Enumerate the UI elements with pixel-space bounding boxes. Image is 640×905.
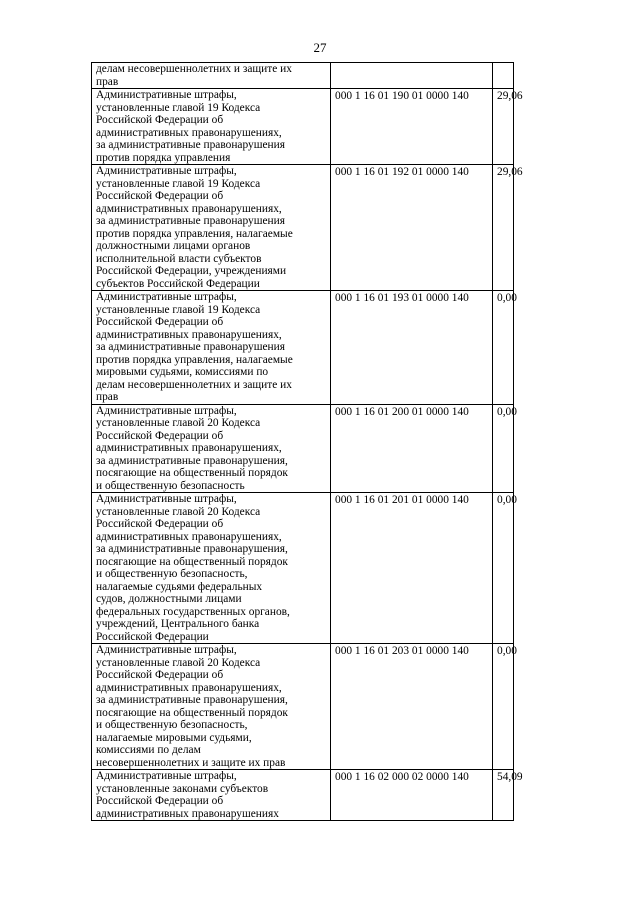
- description-line: несовершеннолетних и защите их прав: [96, 756, 286, 769]
- description-line: Российской Федерации об: [96, 795, 224, 807]
- budget-classification-code: [331, 63, 493, 89]
- description-line: Административные штрафы,: [96, 770, 237, 782]
- description-line: за административные правонарушения: [96, 215, 285, 227]
- description-line: против порядка управления, налагаемые: [96, 353, 293, 366]
- table-row: [92, 165, 514, 291]
- table-row: [92, 644, 514, 770]
- budget-table: [91, 62, 523, 821]
- description-line: комиссиями по делам: [96, 744, 201, 756]
- description-line: установленные законами субъектов: [96, 782, 269, 795]
- description-line: административных правонарушениях,: [96, 126, 282, 139]
- description-line: установленные главой 20 Кодекса: [96, 656, 261, 669]
- description-line: и общественную безопасность,: [96, 568, 248, 580]
- description-line: административных правонарушениях,: [96, 442, 282, 454]
- budget-classification-code: 000 1 16 01 201 01 0000 140: [331, 493, 493, 644]
- budget-classification-code: 000 1 16 01 190 01 0000 140: [331, 89, 493, 165]
- amount-value: 54,09: [493, 770, 514, 821]
- description-line: Российской Федерации, учреждениями: [96, 265, 287, 277]
- table-row: [92, 493, 514, 644]
- description-line: Административные штрафы,: [96, 165, 237, 177]
- table-row: [92, 89, 514, 165]
- description-line: Российской Федерации об: [96, 429, 224, 442]
- table-row: [92, 404, 514, 493]
- description-line: делам несовершеннолетних и защите их: [96, 378, 292, 391]
- amount-value: 0,00: [493, 291, 514, 405]
- row-description: [92, 63, 331, 89]
- row-description: [92, 89, 331, 165]
- description-line: Российской Федерации об: [96, 316, 224, 328]
- description-line: установленные главой 19 Кодекса: [96, 101, 261, 114]
- budget-classification-code: 000 1 16 01 200 01 0000 140: [331, 404, 493, 493]
- row-description: [92, 165, 331, 291]
- description-line: установленные главой 20 Кодекса: [96, 417, 261, 429]
- description-line: за административные правонарушения,: [96, 454, 288, 467]
- description-line: установленные главой 20 Кодекса: [96, 505, 261, 518]
- description-line: за административные правонарушения: [96, 139, 285, 151]
- description-line: административных правонарушениях,: [96, 328, 282, 341]
- description-line: учреждений, Центрального банка: [96, 618, 260, 630]
- budget-classification-code: 000 1 16 01 193 01 0000 140: [331, 291, 493, 405]
- description-line: административных правонарушениях,: [96, 681, 282, 694]
- budget-classification-code: 000 1 16 02 000 02 0000 140: [331, 770, 493, 821]
- table-row: [92, 63, 514, 89]
- amount-value: 29,06: [493, 89, 514, 165]
- description-line: за административные правонарушения: [96, 341, 285, 353]
- description-line: против порядка управления: [96, 151, 231, 164]
- description-line: прав: [96, 75, 119, 88]
- budget-classification-code: 000 1 16 01 192 01 0000 140: [331, 165, 493, 291]
- description-line: посягающие на общественный порядок: [96, 706, 288, 719]
- budget-classification-code: 000 1 16 01 203 01 0000 140: [331, 644, 493, 770]
- page-number: 27: [313, 40, 327, 55]
- description-line: Российской Федерации: [96, 630, 209, 643]
- description-line: Российской Федерации об: [96, 190, 224, 202]
- description-line: Административные штрафы,: [96, 291, 237, 303]
- description-line: должностными лицами органов: [96, 240, 251, 252]
- description-line: Административные штрафы,: [96, 644, 237, 656]
- description-line: установленные главой 19 Кодекса: [96, 303, 261, 316]
- description-line: Российской Федерации об: [96, 669, 224, 681]
- description-line: прав: [96, 391, 119, 403]
- row-description: [92, 770, 331, 821]
- description-line: Административные штрафы,: [96, 404, 237, 417]
- description-line: за административные правонарушения,: [96, 694, 288, 706]
- description-line: делам несовершеннолетних и защите их: [96, 63, 292, 75]
- description-line: судов, должностными лицами: [96, 593, 242, 605]
- table-row: [92, 291, 514, 405]
- row-description: [92, 291, 331, 405]
- description-line: субъектов Российской Федерации: [96, 277, 260, 290]
- row-description: [92, 404, 331, 493]
- description-line: Российской Федерации об: [96, 518, 224, 530]
- description-line: посягающие на общественный порядок: [96, 467, 288, 479]
- description-line: административных правонарушениях,: [96, 530, 282, 543]
- description-line: и общественную безопасность,: [96, 719, 248, 731]
- description-line: административных правонарушениях: [96, 807, 279, 820]
- description-line: налагаемые судьями федеральных: [96, 580, 263, 593]
- description-line: против порядка управления, налагаемые: [96, 227, 293, 240]
- description-line: исполнительной власти субъектов: [96, 252, 262, 265]
- description-line: мировыми судьями, комиссиями по: [96, 366, 269, 378]
- description-line: за административные правонарушения,: [96, 543, 288, 555]
- description-line: налагаемые мировыми судьями,: [96, 731, 252, 744]
- description-line: Административные штрафы,: [96, 89, 237, 101]
- description-line: административных правонарушениях,: [96, 202, 282, 215]
- table-body: [92, 63, 523, 821]
- description-line: и общественную безопасность: [96, 479, 245, 492]
- description-line: федеральных государственных органов,: [96, 605, 290, 618]
- row-description: [92, 493, 331, 644]
- amount-value: 0,00: [493, 644, 514, 770]
- amount-value: 29,06: [493, 165, 514, 291]
- amount-value: [493, 63, 514, 89]
- description-line: Российской Федерации об: [96, 114, 224, 126]
- amount-value: 0,00: [493, 493, 514, 644]
- description-line: посягающие на общественный порядок: [96, 555, 288, 568]
- description-line: установленные главой 19 Кодекса: [96, 177, 261, 190]
- amount-value: 0,00: [493, 404, 514, 493]
- row-description: [92, 644, 331, 770]
- description-line: Административные штрафы,: [96, 493, 237, 505]
- table-row: [92, 770, 514, 821]
